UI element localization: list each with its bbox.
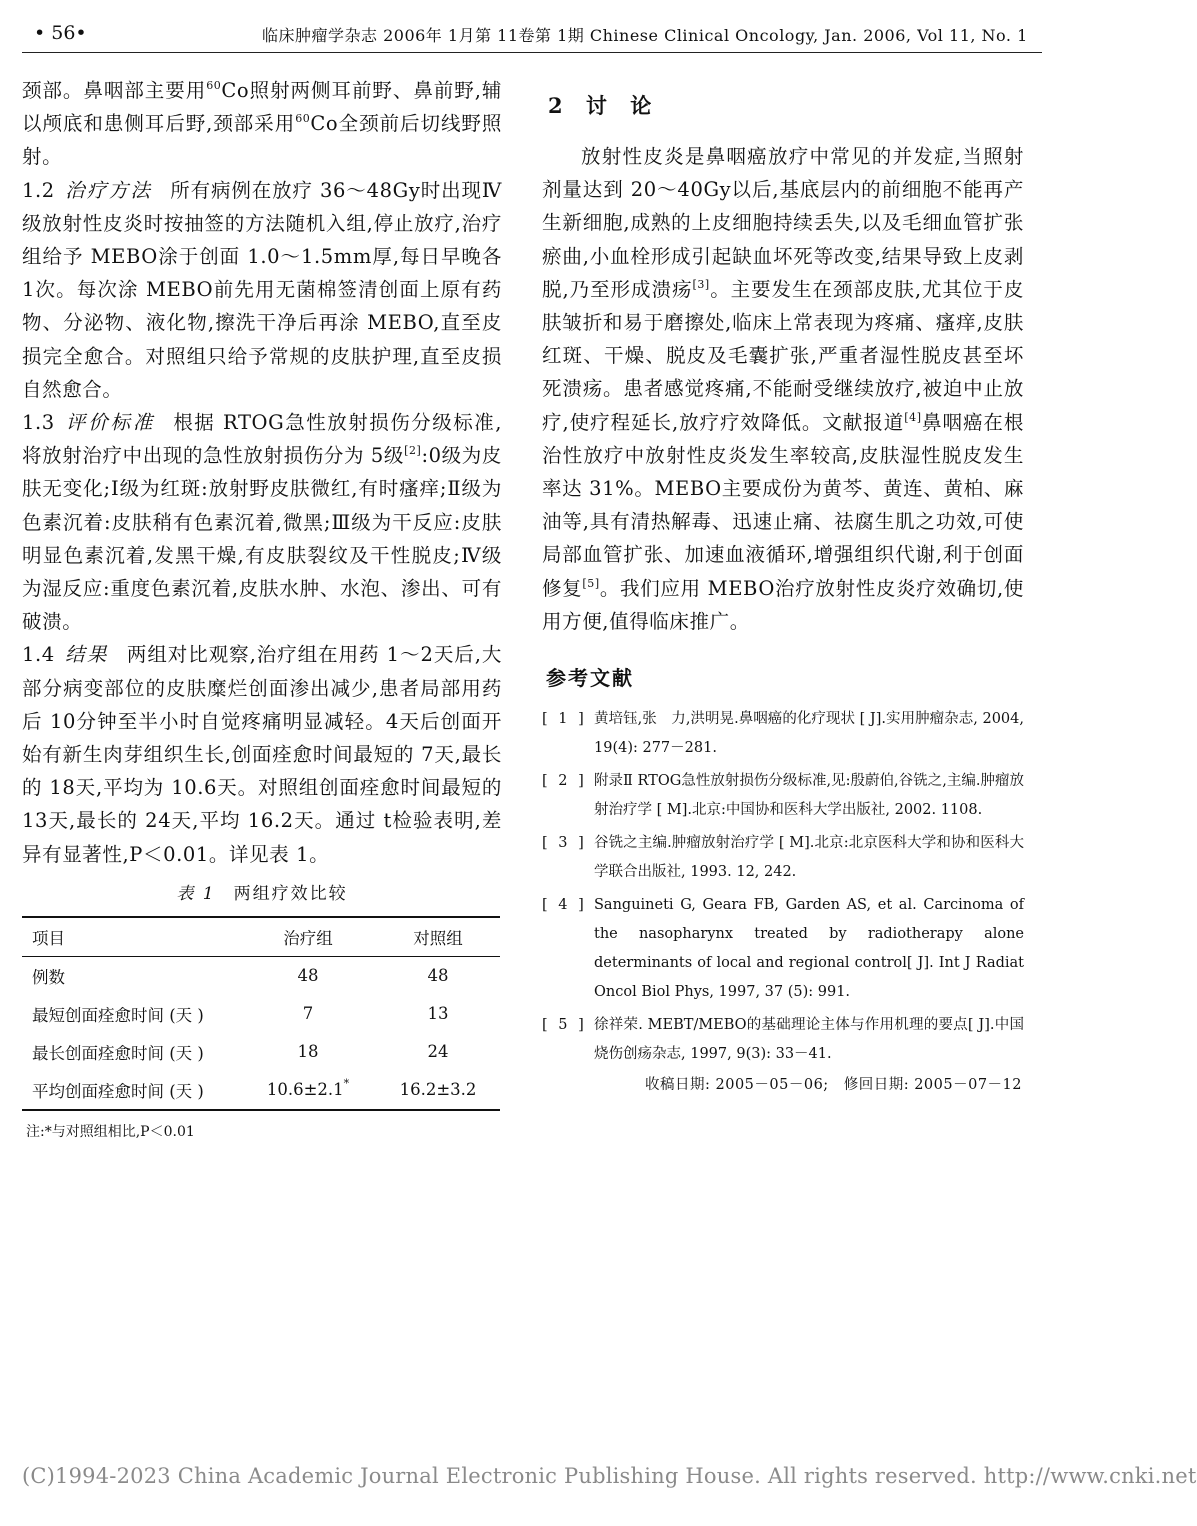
table-caption: 表 1 两组疗效比较 — [176, 883, 348, 904]
reference-item: [ 1 ] 黄培钰,张 力,洪明晃.鼻咽癌的化疗现状 [ J].实用肿瘤杂志, 2004, 19(4): 277－281. — [542, 711, 1024, 757]
table-row: 最长创面痊愈时间 (天 ) 18 24 — [32, 1042, 449, 1063]
discussion-paragraph: 放射性皮炎是鼻咽癌放疗中常见的并发症,当照射剂量达到 20～40Gy以后,基底层内的前细胞不能再产生新细胞,成熟的上皮细胞持续丢失,以及毛细血管扩张瘀曲,小血栓形成引起缺血坏死等改变,结果导致上皮剥脱,乃至形成溃疡[3]。主要发生在颈部皮肤,尤其位于皮肤皱折和易于磨擦处,临床上常表现为疼痛、瘙痒,皮肤红斑、干燥、脱皮及毛囊扩张,严重者湿性脱皮甚至坏死溃疡。患者感觉疼痛,不能耐受继续放疗,被迫中止放疗,使疗程延长,放疗疗效降低。文献报道[4]鼻咽癌在根治性放疗中放射性皮炎发生率较高,皮肤湿性脱皮发生率达 31%。MEBO主要成份为黄芩、黄连、黄柏、麻油等,具有清热解毒、迅速止痛、祛腐生肌之功效,可使局部血管扩张、加速血液循环,增强组织代谢,利于创面修复[5]。我们应用 MEBO治疗放射性皮炎疗效确切,使用方便,值得临床推广。 — [542, 145, 1025, 633]
reference-item: [ 5 ] 徐祥荣. MEBT/MEBO的基础理论主体与作用机理的要点[ J].中国烧伤创疡杂志, 1997, 9(3): 33－41. — [542, 1017, 1024, 1063]
table-header-row: 项目 治疗组 对照组 — [22, 917, 500, 957]
reference-item: [ 4 ] Sanguineti G, Geara FB, Garden AS, et al. Carcinoma of the nasopharynx treated by radiotherapy alone determinants of local and regional control[ J]. Int J Radiat Oncol Biol Phys, 1997, 37 (5): 991. — [542, 897, 1024, 1001]
section-heading-discussion: 2 讨 论 — [548, 93, 660, 118]
results-table — [22, 916, 500, 1111]
section-title: 结果 — [64, 643, 109, 667]
journal-info: 临床肿瘤学杂志 2006年 1月第 11卷第 1期 Chinese Clinical Oncology, Jan. 2006, Vol 11, No. 1 — [262, 26, 1028, 45]
citation: [4] — [904, 410, 922, 424]
received-date: 收稿日期: 2005－05－06; 修回日期: 2005－07－12 — [645, 1077, 1022, 1094]
reference-list — [542, 705, 1024, 1069]
citation: [3] — [692, 277, 710, 291]
section-1-2: 1.2 治疗方法 所有病例在放疗 36～48Gy时出现Ⅳ级放射性皮炎时按抽签的方法随机入组,停止放疗,治疗组给予 MEBO涂于创面 1.0～1.5mm厚,每日早晚各 1次。每次涂 MEBO前先用无菌棉签清创面上原有药物、分泌物、液化物,擦洗干净后再涂 MEBO,直至皮损完全愈合。对照组只给予常规的皮肤护理,直至皮损自然愈合。 — [22, 178, 502, 401]
references-heading: 参考文献 — [546, 666, 634, 691]
running-header — [22, 18, 1042, 53]
left-column — [22, 74, 502, 1141]
table-note: 注:*与对照组相比,P＜0.01 — [26, 1123, 195, 1140]
methods-paragraph-intro: 颈部。鼻咽部主要用$^{60}$Co照射两侧耳前野、鼻前野,辅以颅底和患侧耳后野,颈部采用$^{60}$Co全颈前后切线野照射。 — [22, 79, 502, 169]
citation: [2] — [404, 444, 422, 458]
section-title: 治疗方法 — [64, 178, 153, 202]
section-1-3: 1.3 评价标准 根据 RTOG急性放射损伤分级标准,将放射治疗中出现的急性放射损伤分为 5级[2]:0级为皮肤无变化;Ⅰ级为红斑:放射野皮肤微红,有时瘙痒;Ⅱ级为色素沉着:皮肤稍有色素沉着,微黑;Ⅲ级为干反应:皮肤明显色素沉着,发黑干燥,有皮肤裂纹及干性脱皮;Ⅳ级为湿反应:重度色素沉着,皮肤水肿、水泡、渗出、可有破溃。 — [22, 411, 502, 634]
table-row: 例数 48 48 — [32, 966, 449, 987]
section-title: 评价标准 — [64, 411, 156, 435]
page-number: • 56• — [34, 22, 87, 44]
reference-item: [ 2 ] 附录Ⅱ RTOG急性放射损伤分级标准,见:殷蔚伯,谷铣之,主编.肿瘤放射治疗学 [ M].北京:中国协和医科大学出版社, 2002. 1108. — [542, 773, 1024, 819]
citation: [5] — [582, 576, 600, 590]
reference-item: [ 3 ] 谷铣之主编.肿瘤放射治疗学 [ M].北京:北京医科大学和协和医科大学联合出版社, 1993. 12, 242. — [542, 835, 1024, 881]
table-row: 平均创面痊愈时间 (天 ) 10.6±2.1* 16.2±3.2 — [22, 1071, 500, 1110]
table-row: 最短创面痊愈时间 (天 ) 7 13 — [32, 1004, 449, 1025]
copyright-footer: (C)1994-2023 China Academic Journal Electronic Publishing House. All rights reserved. http://www.cnki.net — [22, 1464, 1197, 1488]
right-column — [542, 74, 1024, 1094]
section-1-4: 1.4 结果 两组对比观察,治疗组在用药 1～2天后,大部分病变部位的皮肤糜烂创面渗出减少,患者局部用药后 10分钟至半小时自觉疼痛明显减轻。4天后创面开始有新生肉芽组织生长,创面痊愈时间最短的 7天,最长的 18天,平均为 10.6天。对照组创面痊愈时间最短的 13天,最长的 24天,平均 16.2天。通过 t检验表明,差异有显著性,P＜0.01。详见表 1。 — [22, 643, 502, 866]
